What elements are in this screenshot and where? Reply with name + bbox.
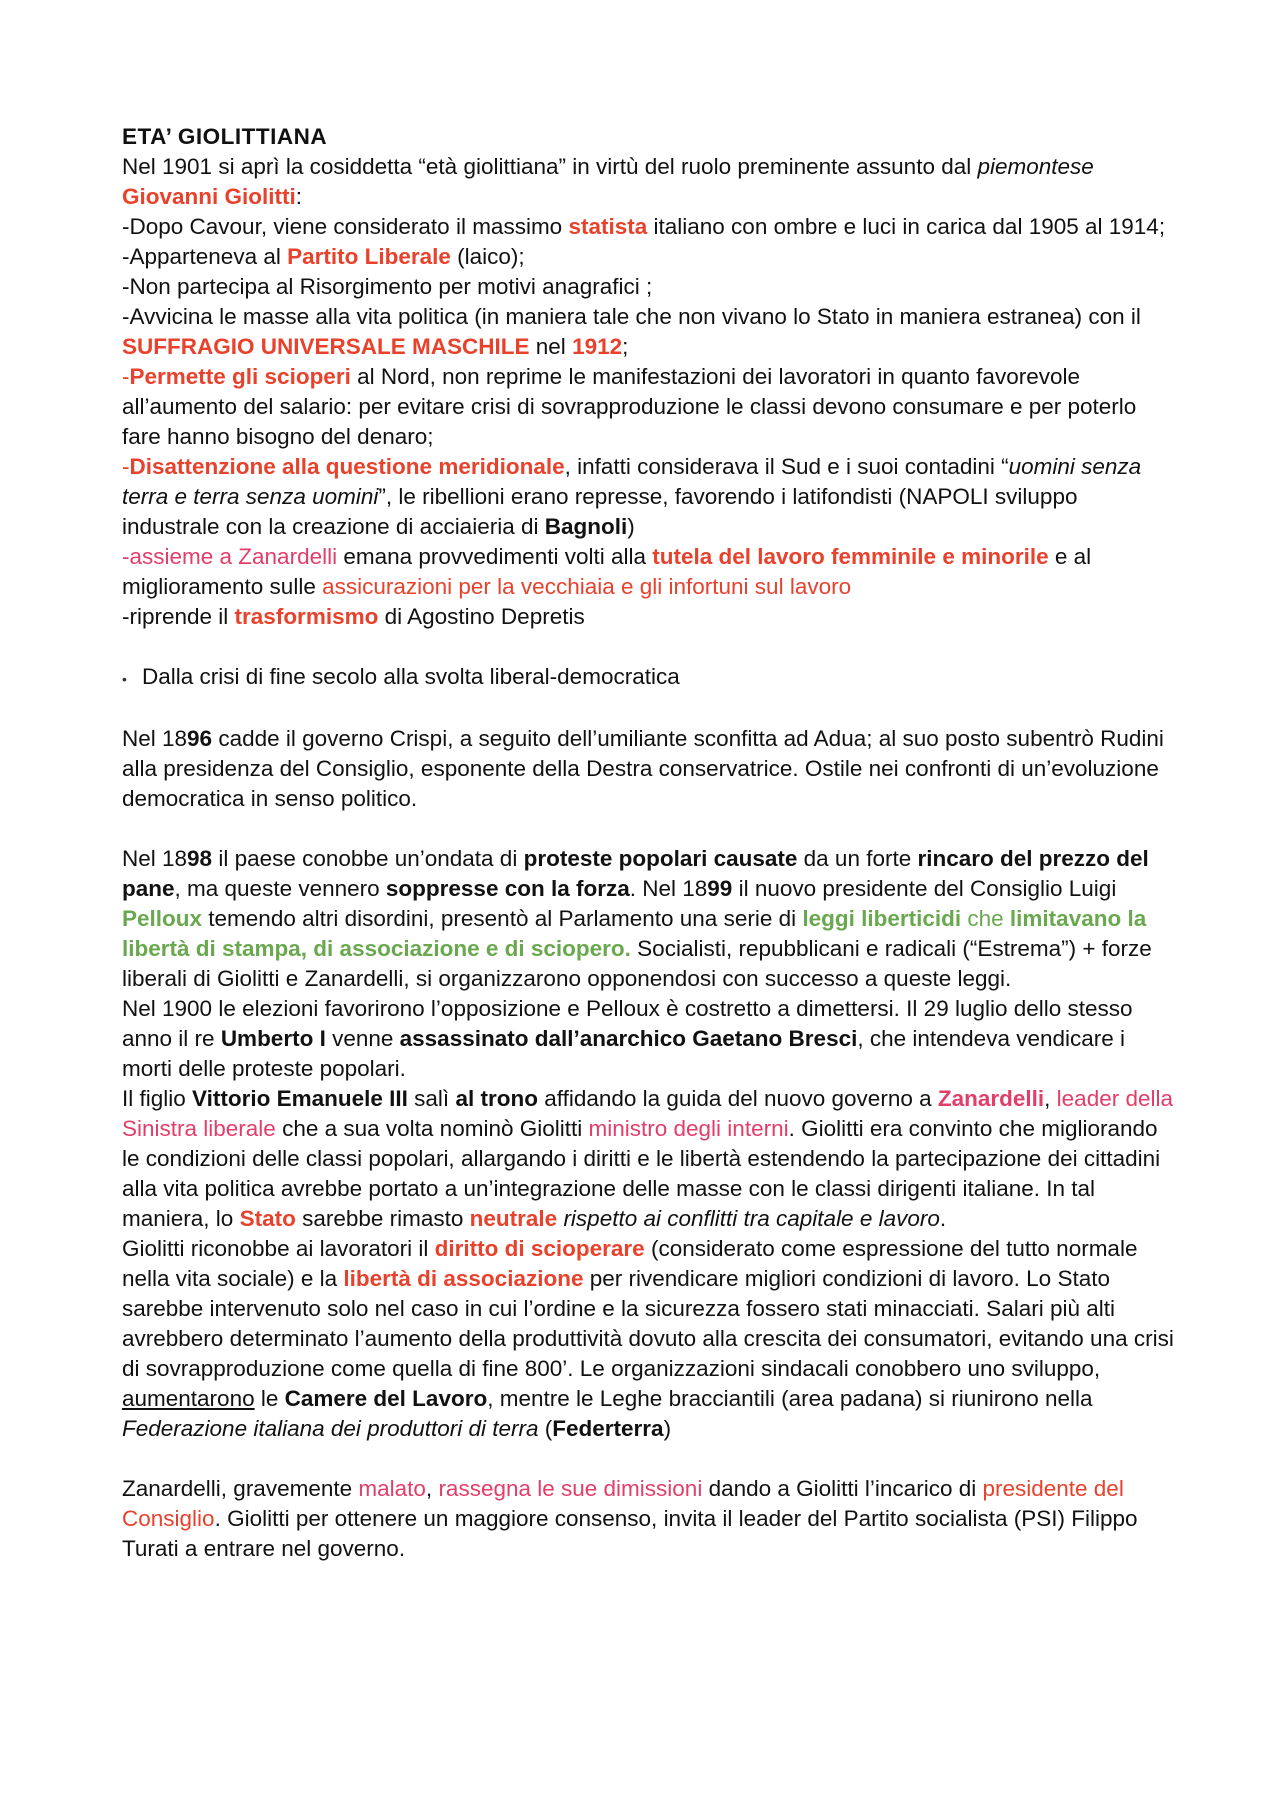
text: ): [663, 1416, 672, 1441]
paragraph-intro: [122, 152, 1180, 212]
highlight-zanardelli: Zanardelli: [937, 1086, 1045, 1111]
text-bold: 98: [187, 846, 213, 871]
text: Nel 1900 le elezioni favorirono l’opposizione e Pelloux è costretto a dimettersi. Il 29 luglio dello stesso anno il re: [122, 996, 1133, 1051]
text: ”, le ribellioni erano represse, favorendo i latifondisti (NAPOLI sviluppo industrale con la creazione di acciaieria di: [122, 484, 1078, 539]
text-bold: al trono: [455, 1086, 538, 1111]
paragraph-statista: [122, 212, 1180, 242]
text-bold: 96: [187, 726, 213, 751]
text: e al miglioramento sulle: [122, 544, 1092, 599]
text-bold: Federterra: [552, 1416, 664, 1441]
paragraph-1900: [122, 994, 1180, 1084]
spacer: [122, 632, 1180, 662]
text-italic: Federazione italiana dei produttori di terra: [122, 1416, 539, 1441]
text: dando a Giolitti l’incarico di: [702, 1476, 983, 1501]
highlight-diritto: diritto di scioperare: [434, 1236, 645, 1261]
highlight-dimissioni: rassegna le sue dimissioni: [438, 1476, 703, 1501]
text: , infatti considerava il Sud e i suoi contadini “: [564, 454, 1009, 479]
text: Socialisti, repubblicani e radicali (“Estrema”) + forze liberali di Giolitti e Zanardelli, si organizzarono opponendosi con successo a queste leggi.: [122, 936, 1152, 991]
text: al Nord, non reprime le manifestazioni dei lavoratori in quanto favorevole all’aumento del salario: per evitare crisi di sovrapproduzione le classi devono consumare e per poterlo fare hanno bisogno del denaro;: [122, 364, 1137, 449]
bullet-icon: •: [122, 671, 127, 687]
text: per rivendicare migliori condizioni di lavoro. Lo Stato sarebbe intervenuto solo nel caso in cui l’ordine e la sicurezza fossero stati minacciati. Salari più alti avrebbero determinato l’aumento della produttività dovuto alla crescita dei consumatori, evitando una crisi di sovrapproduzione come quella di fine 800’. Le organizzazioni sindacali conobbero uno sviluppo,: [122, 1266, 1174, 1381]
spacer: [122, 1444, 1180, 1474]
highlight-statista: statista: [568, 214, 648, 239]
text: che a sua volta nominò Giolitti: [275, 1116, 589, 1141]
paragraph-risorgimento: -Non partecipa al Risorgimento per motivi anagrafici ;: [122, 274, 653, 299]
text: :: [295, 184, 303, 209]
text: ;: [622, 334, 629, 359]
list-item: [122, 662, 1180, 694]
highlight-suffragio: SUFFRAGIO UNIVERSALE MASCHILE: [122, 334, 530, 359]
spacer: [122, 814, 1180, 844]
paragraph-scioperi: [122, 362, 1180, 452]
document-title: ETA’ GIOLITTIANA: [122, 124, 328, 149]
text-bold: Umberto I: [220, 1026, 326, 1051]
text-bold: Vittorio Emanuele III: [192, 1086, 408, 1111]
highlight-scioperi: Permette gli scioperi: [129, 364, 351, 389]
paragraph-dimissioni: [122, 1474, 1180, 1564]
highlight-giolitti: Giovanni Giolitti: [122, 184, 296, 209]
text: . Giolitti per ottenere un maggiore consenso, invita il leader del Partito socialista (PSI) Filippo Turati a entrare nel governo.: [122, 1506, 1138, 1561]
text: .: [939, 1206, 947, 1231]
text: emana provvedimenti volti alla: [337, 544, 653, 569]
highlight-neutrale: neutrale: [469, 1206, 558, 1231]
text: -Apparteneva al: [122, 244, 288, 269]
text-bold: assassinato dall’anarchico Gaetano Bresci: [399, 1026, 858, 1051]
highlight-year: 1912: [572, 334, 623, 359]
text: venne: [325, 1026, 400, 1051]
text-italic: rispetto ai conflitti tra capitale e lavoro: [563, 1206, 940, 1231]
text: da un forte: [797, 846, 918, 871]
text: . Nel 18: [629, 876, 708, 901]
text: . Giolitti era convinto che migliorando le condizioni delle classi popolari, allargando i diritti e le libertà estendendo la partecipazione dei cittadini alla vita politica avrebbe portato a un’integrazione delle masse con le classi dirigenti italiane. In tal maniera, lo: [122, 1116, 1161, 1231]
text: il nuovo presidente del Consiglio Luigi: [732, 876, 1117, 901]
highlight-meridione: Disattenzione alla questione meridionale: [129, 454, 565, 479]
paragraph-suffragio: [122, 302, 1180, 362]
text-italic: piemontese: [977, 154, 1094, 179]
text: sarebbe rimasto: [295, 1206, 470, 1231]
highlight-malato: malato: [358, 1476, 426, 1501]
text: , che intendeva vendicare i morti delle proteste popolari.: [122, 1026, 1126, 1081]
highlight-presidente: presidente del Consiglio: [122, 1476, 1124, 1531]
text: salì: [407, 1086, 456, 1111]
highlight-leggi: leggi liberticidi: [802, 906, 962, 931]
highlight-pelloux: Pelloux: [122, 906, 203, 931]
highlight-text: che: [961, 906, 1010, 931]
text: di Agostino Depretis: [378, 604, 585, 629]
text: (laico);: [450, 244, 525, 269]
highlight-stato: Stato: [239, 1206, 296, 1231]
highlight-tutela: tutela del lavoro femminile e minorile: [652, 544, 1049, 569]
highlight-zanardelli: -assieme a Zanardelli: [122, 544, 338, 569]
text: cadde il governo Crispi, a seguito dell’umiliante sconfitta ad Adua; al suo posto subentrò Rudini alla presidenza del Consiglio, esponente della Destra conservatrice. Ostile nei confronti di un’evoluzione democratica in senso politico.: [122, 726, 1164, 811]
highlight-ministro: ministro degli interni: [588, 1116, 789, 1141]
text-bold: Camere del Lavoro: [284, 1386, 488, 1411]
text: Giolitti riconobbe ai lavoratori il: [122, 1236, 435, 1261]
text: Il figlio: [122, 1086, 193, 1111]
text-bold: Bagnoli: [544, 514, 628, 539]
list-item-text: Dalla crisi di fine secolo alla svolta liberal-democratica: [142, 664, 680, 689]
paragraph-1898: [122, 844, 1180, 994]
highlight-leader: leader della Sinistra liberale: [122, 1086, 1174, 1141]
highlight-partito: Partito Liberale: [287, 244, 451, 269]
text: -Dopo Cavour, viene considerato il massimo: [122, 214, 569, 239]
text-bold: rincaro del prezzo del pane: [122, 846, 1149, 901]
highlight-trasformismo: trasformismo: [234, 604, 379, 629]
text: Nel 18: [122, 846, 188, 871]
text: -riprende il: [122, 604, 235, 629]
text-bold: soppresse con la forza: [385, 876, 630, 901]
text: le: [254, 1386, 285, 1411]
text: (considerato come espressione del tutto normale nella vita sociale) e la: [122, 1236, 1138, 1291]
paragraph-meridione: [122, 452, 1180, 542]
paragraph-trasformismo: [122, 602, 1180, 632]
text-bold: proteste popolari causate: [523, 846, 798, 871]
paragraph-1896: [122, 724, 1180, 814]
text: , mentre le Leghe bracciantili (area padana) si riunirono nella: [487, 1386, 1093, 1411]
highlight-liberta: limitavano la libertà di stampa, di associazione e di sciopero.: [122, 906, 1147, 961]
text: -: [122, 454, 130, 479]
text: affidando la guida del nuovo governo a: [537, 1086, 938, 1111]
text: ): [627, 514, 635, 539]
paragraph-vittorio: [122, 1084, 1180, 1234]
text: , ma queste vennero: [174, 876, 386, 901]
paragraph-zanardelli: [122, 542, 1180, 602]
spacer: [122, 694, 1180, 724]
text-underline: aumentarono: [122, 1386, 255, 1411]
text: Nel 1901 si aprì la cosiddetta “età giolittiana” in virtù del ruolo preminente assunto dal: [122, 154, 978, 179]
text-italic: uomini senza terra e terra senza uomini: [122, 454, 1142, 509]
paragraph-partito: [122, 242, 1180, 272]
text: -Avvicina le masse alla vita politica (in maniera tale che non vivano lo Stato in maniera estranea) con il: [122, 304, 1141, 329]
highlight-associazione: libertà di associazione: [343, 1266, 584, 1291]
text: temendo altri disordini, presentò al Parlamento una serie di: [202, 906, 803, 931]
highlight-assicurazioni: assicurazioni per la vecchiaia e gli infortuni sul lavoro: [322, 574, 852, 599]
text: (: [538, 1416, 553, 1441]
text: nel: [529, 334, 573, 359]
text: Nel 18: [122, 726, 188, 751]
text: Zanardelli, gravemente: [122, 1476, 359, 1501]
text: il paese conobbe un’ondata di: [212, 846, 524, 871]
text: italiano con ombre e luci in carica dal 1905 al 1914;: [647, 214, 1166, 239]
text: ,: [1044, 1086, 1057, 1111]
text: ,: [425, 1476, 439, 1501]
paragraph-lavoratori: [122, 1234, 1180, 1444]
text: -: [122, 364, 130, 389]
text-bold: 99: [707, 876, 733, 901]
